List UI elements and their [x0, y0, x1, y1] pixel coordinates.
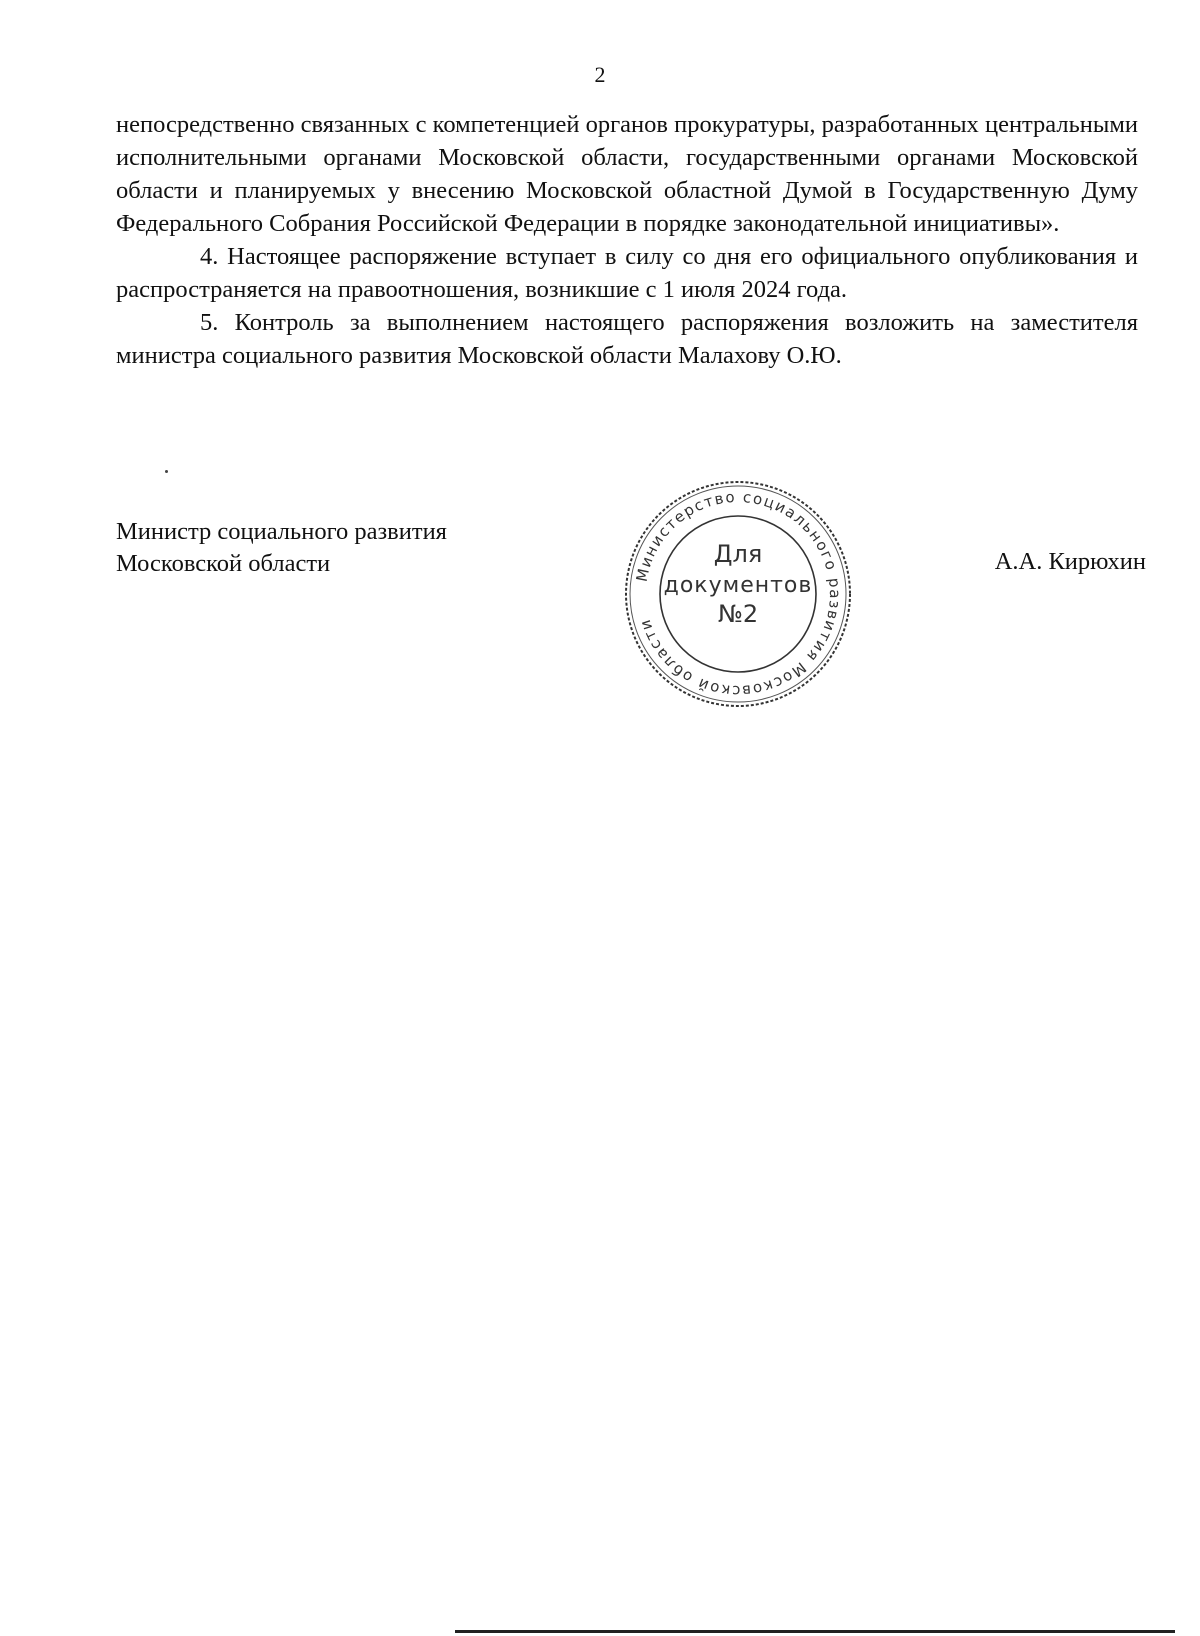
stamp-center-line3: №2	[717, 600, 759, 628]
scan-edge-line	[455, 1630, 1175, 1633]
document-body	[116, 108, 1138, 372]
signatory-name: А.А. Кирюхин	[994, 548, 1146, 575]
signatory-position	[116, 516, 536, 580]
signatory-position-line2: Московской области	[116, 550, 331, 577]
stray-dot	[165, 470, 168, 473]
stamp-center-line1: Для	[713, 540, 763, 568]
stamp-center-line2: документов	[663, 573, 813, 598]
paragraph-item-5: 5. Контроль за выполнением настоящего распоряжения возложить на заместителя министра социального развития Московской области Малахову О.Ю.	[116, 309, 1138, 369]
official-stamp	[620, 476, 856, 712]
page-number: 2	[594, 62, 606, 87]
stamp-ring-text: Министерство социального развития Московской области	[632, 487, 845, 701]
stamp-seal-icon	[620, 476, 856, 712]
paragraph-item-4: 4. Настоящее распоряжение вступает в силу со дня его официального опубликования и распространяется на правоотношения, возникшие с 1 июля 2024 года.	[116, 243, 1138, 303]
signatory-position-line1: Министр социального развития	[116, 518, 447, 545]
paragraph-continuation: непосредственно связанных с компетенцией органов прокуратуры, разработанных центральными исполнительными органами Московской области, государственными органами Московской области и планируемых у внесению Московской областной Думой в Государственную Думу Федерального Собрания Российской Федерации в порядке законодательной инициативы».	[116, 111, 1138, 237]
